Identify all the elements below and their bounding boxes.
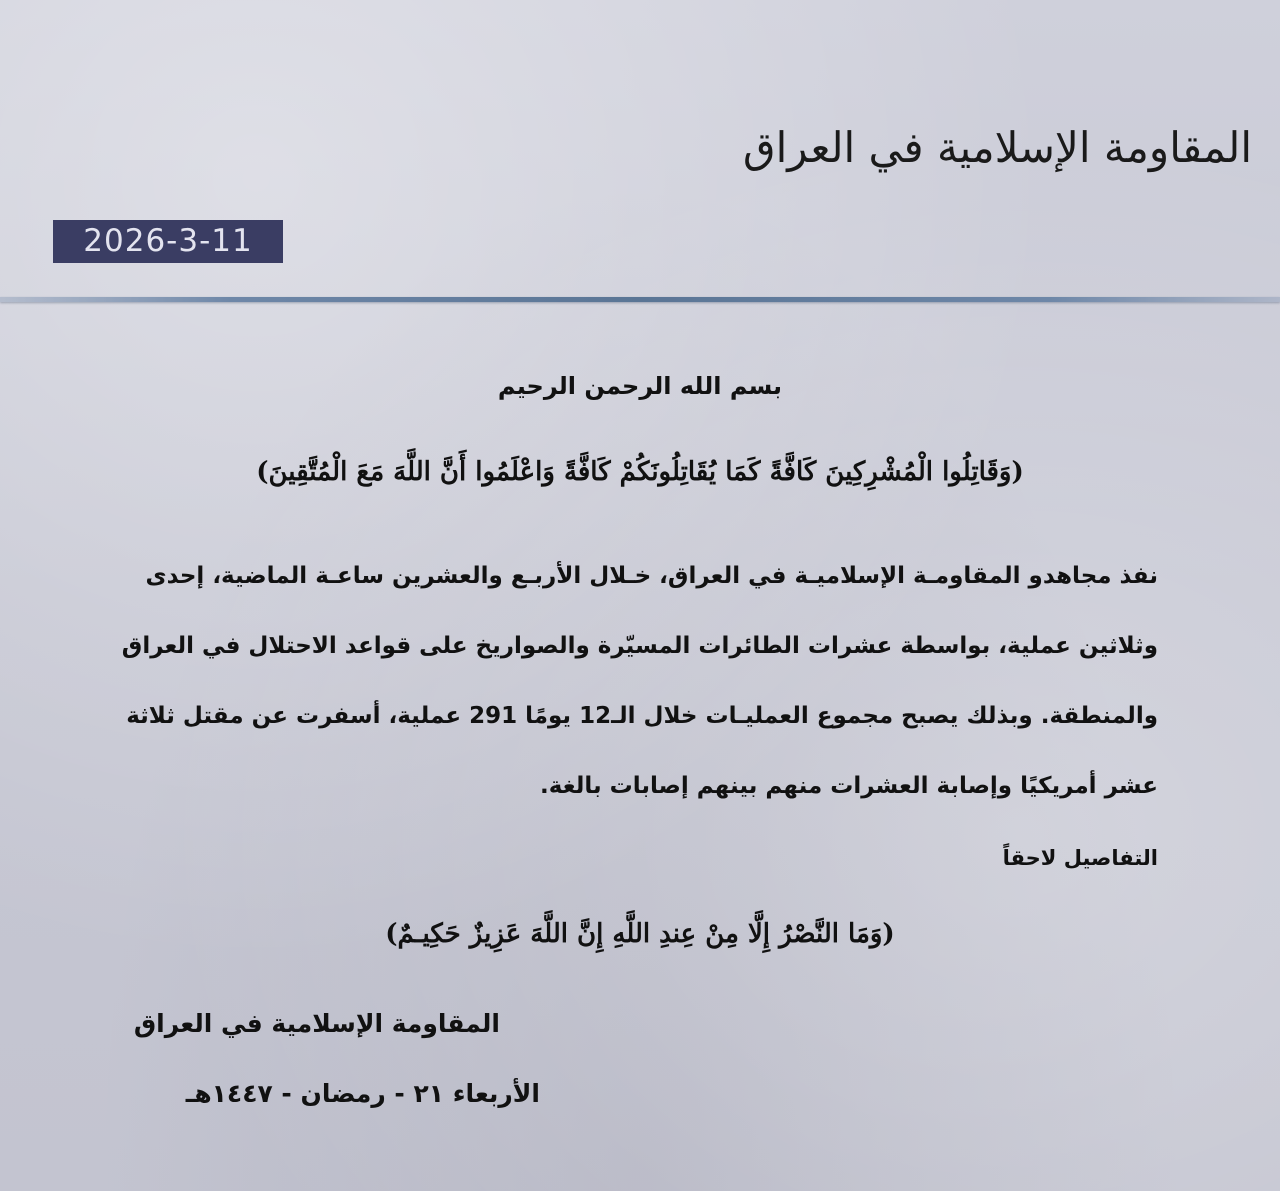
closing-verse: (وَمَا النَّصْرُ إِلَّا مِنْ عِندِ اللَّهِ إِنَّ اللَّهَ عَزِيزٌ حَكِيـمٌ) (385, 919, 895, 949)
opening-verse: (وَقَاتِلُوا الْمُشْرِكِينَ كَافَّةً كَمَا يُقَاتِلُونَكُمْ كَافَّةً وَاعْلَمُوا أَنَّ اللَّهَ مَعَ الْمُتَّقِينَ) (256, 457, 1024, 487)
body-line: نفذ مجاهدو المقاومـة الإسلاميـة في العراق، خـلال الأربـع والعشرين ساعـة الماضية، إحدى (145, 563, 1158, 589)
statement-body (108, 548, 1158, 828)
body-line: والمنطقة. وبذلك يصبح مجموع العمليـات خلال الـ12 يومًا 291 عملية، أسفرت عن مقتل ثلاثة (126, 703, 1158, 729)
signature-date: الأربعاء ٢١ - رمضان - ١٤٤٧هـ (185, 1079, 540, 1108)
body-line: وثلاثين عملية، بواسطة عشرات الطائرات المسيّرة والصواريخ على قواعد الاحتلال في العراق (121, 633, 1158, 659)
basmala: بسم الله الرحمن الرحيم (497, 372, 783, 400)
date-badge: 2026-3-11 (53, 220, 283, 263)
details-note: التفاصيل لاحقاً (1002, 846, 1158, 870)
signature: المقاومة الإسلامية في العراق (133, 1009, 500, 1038)
body-line: عشر أمريكيًا وإصابة العشرات منهم بينهم إصابات بالغة. (540, 773, 1158, 799)
organization-logo: المقاومة الإسلامية في العراق (743, 123, 1252, 172)
header-divider (0, 297, 1280, 302)
